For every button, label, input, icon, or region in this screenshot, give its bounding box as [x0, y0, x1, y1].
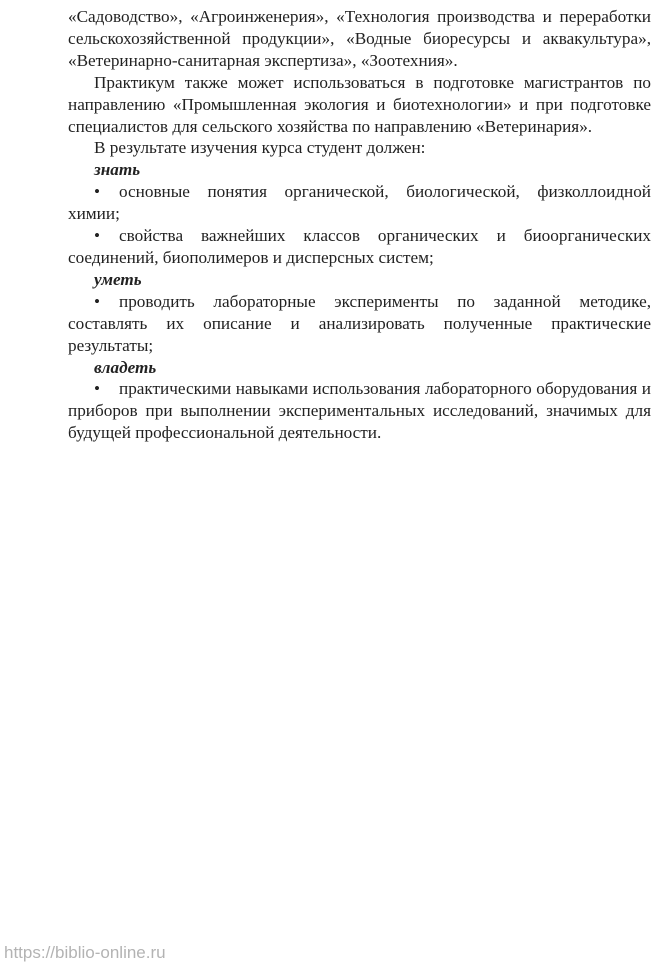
- paragraph-intro: В результате изучения курса студент должен:: [94, 138, 426, 158]
- watermark-url: https://biblio-online.ru: [4, 943, 166, 962]
- bullet-icon: •: [94, 379, 101, 399]
- bullet-item: [68, 291, 651, 357]
- bullet-icon: •: [94, 291, 101, 311]
- bullet-text: практическими навыками использования лабораторного оборудования и приборов при выполнении экспериментальных исследований, значимых для будущей профессиональной деятельности.: [68, 379, 651, 443]
- document-page: [68, 6, 651, 444]
- bullet-icon: •: [94, 226, 101, 246]
- paragraph-masters: Практикум также может использоваться в подготовке магистрантов по направлению «Промышленная экология и биотехнологии» и при подготовке специалистов для сельского хозяйства по направлению «Ветеринария».: [68, 72, 651, 136]
- bullet-item: [68, 181, 651, 225]
- bullet-text: свойства важнейших классов органических и биоорганических соединений, биополимеров и дисперсных систем;: [68, 226, 651, 267]
- bullet-text: проводить лабораторные эксперименты по заданной методике, составлять их описание и анализировать полученные практические результаты;: [68, 291, 651, 355]
- heading-know: знать: [94, 160, 141, 180]
- heading-can: уметь: [94, 269, 142, 289]
- heading-master: владеть: [94, 357, 157, 377]
- bullet-item: [68, 378, 651, 444]
- bullet-text: основные понятия органической, биологической, физколлоидной химии;: [68, 182, 651, 224]
- paragraph-specialties: «Садоводство», «Агроинженерия», «Технология производства и переработки сельскохозяйственной продукции», «Водные биоресурсы и аквакультура», «Ветеринарно-санитарная экспертиза», «Зоотехния».: [68, 7, 651, 70]
- bullet-icon: •: [94, 182, 101, 202]
- bullet-item: [68, 225, 651, 269]
